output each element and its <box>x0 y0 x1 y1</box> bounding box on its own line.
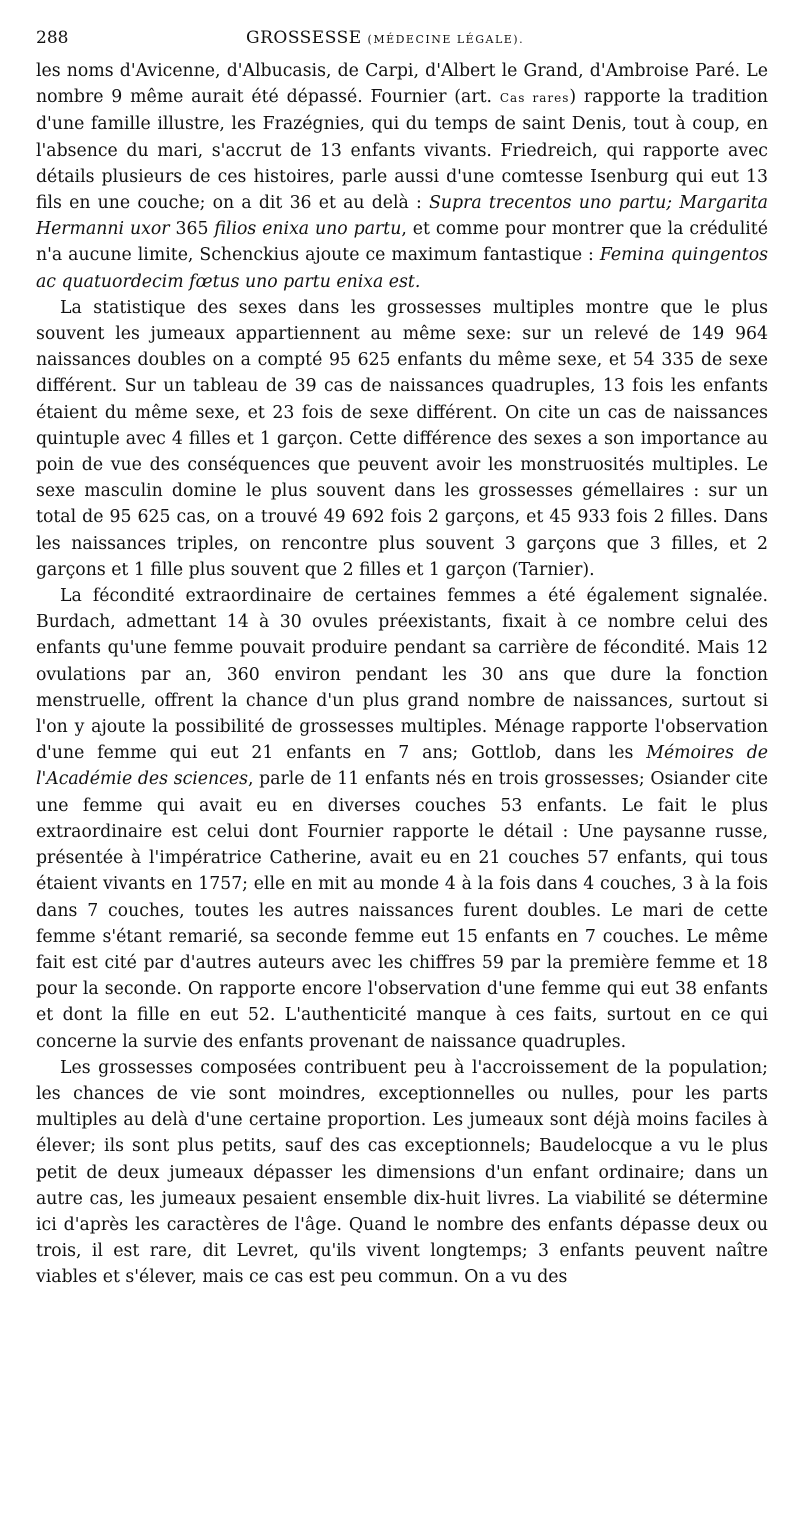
body-text <box>36 58 768 1291</box>
page-number: 288 <box>36 28 69 48</box>
italic-run: filios enixa uno partu <box>214 219 402 240</box>
paragraph-3 <box>36 583 768 1055</box>
text-run: , parle de 11 enfants nés en trois grossesses; Osiander cite une femme qui avait eu en diverses couches 53 enfants. Le fait le plus extraordinaire est celui dont Fournier rapporte le détail : Une paysanne russe, présentée à l'impératrice Catherine, avait eu en 21 couches 57 enfants, qui tous étaient vivants en 1757; elle en mit au monde 4 à la fois dans 4 couches, 3 à la fois dans 7 couches, toutes les autres naissances furent doubles. Le mari de cette femme s'étant remarié, sa seconde femme eut 15 enfants en 7 couches. Le même fait est cité par d'autres auteurs avec les chiffres 59 par la première femme et 18 pour la seconde. On rapporte encore l'observation d'une femme qui eut 38 enfants et dont la fille en eut 52. L'authenticité manque à ces faits, surtout en ce qui concerne la survie des enfants provenant de naissance quadruples. <box>36 769 768 1052</box>
italic-run: Supra trecentos uno partu; Margarita Hermanni uxor <box>36 193 768 240</box>
running-header <box>36 28 768 54</box>
italic-run: Mémoires de l'Académie des sciences <box>36 743 768 790</box>
small-caps-run: Cas rares <box>499 91 570 106</box>
text-run: 365 <box>169 219 215 240</box>
text-run: ) rapporte la tradition d'une famille illustre, les Frazégnies, qui du temps de saint Denis, tout à coup, en l'absence du mari, s'accrut de 13 enfants vivants. Friedreich, qui rapporte avec détails plusieurs de ces histoires, parle aussi d'une comtesse Isenburg qui eut 13 fils en une couche; on a dit 36 et au delà : <box>36 87 768 214</box>
text-run: , et comme pour montrer que la crédulité n'a aucune limite, Schenckius ajoute ce maximum fantastique : <box>36 219 768 266</box>
running-title <box>246 28 524 48</box>
text-run: La fécondité extraordinaire de certaines femmes a été également signalée. Burdach, admettant 14 à 30 ovules préexistants, fixait à ce nombre celui des enfants qu'une femme pouvait produire pendant sa carrière de fécondité. Mais 12 ovulations par an, 360 environ pendant les 30 ans que dure la fonction menstruelle, offrent la chance d'un plus grand nombre de naissances, surtout si l'on y ajoute la possibilité de grossesses multiples. Ménage rapporte l'observation d'une femme qui eut 21 enfants en 7 ans; Gottlob, dans les <box>36 586 768 764</box>
header-subtitle: (MÉDECINE LÉGALE). <box>367 33 525 46</box>
italic-run: Femina quingentos ac quatuordecim fœtus uno partu enixa est. <box>36 245 768 292</box>
header-title: GROSSESSE <box>246 28 362 48</box>
paragraph-4: Les grossesses composées contribuent peu à l'accroissement de la population; les chances de vie sont moindres, exceptionnelles ou nulles, pour les parts multiples au delà d'une certaine proportion. Les jumeaux sont déjà moins faciles à élever; ils sont plus petits, sauf des cas exceptionnels; Baudelocque a vu le plus petit de deux jumeaux dépasser les dimensions d'un enfant ordinaire; dans un autre cas, les jumeaux pesaient ensemble dix-huit livres. La viabilité se détermine ici d'après les caractères de l'âge. Quand le nombre des enfants dépasse deux ou trois, il est rare, dit Levret, qu'ils vivent longtemps; 3 enfants peuvent naître viables et s'élever, mais ce cas est peu commun. On a vu des <box>36 1057 768 1288</box>
paragraph-2: La statistique des sexes dans les grossesses multiples montre que le plus souvent les jumeaux appartiennent au même sexe: sur un relevé de 149 964 naissances doubles on a compté 95 625 enfants du même sexe, et 54 335 de sexe différent. Sur un tableau de 39 cas de naissances quadruples, 13 fois les enfants étaient du même sexe, et 23 fois de sexe différent. On cite un cas de naissances quintuple avec 4 filles et 1 garçon. Cette différence des sexes a son importance au poin de vue des conséquences que peuvent avoir les monstruosités multiples. Le sexe masculin domine le plus souvent dans les grossesses gémellaires : sur un total de 95 625 cas, on a trouvé 49 692 fois 2 garçons, et 45 933 fois 2 filles. Dans les naissances triples, on rencontre plus souvent 3 garçons que 3 filles, et 2 garçons et 1 fille plus souvent que 2 filles et 1 garçon (Tarnier). <box>36 297 768 580</box>
paragraph-1 <box>36 58 768 295</box>
text-run: les noms d'Avicenne, d'Albucasis, de Carpi, d'Albert le Grand, d'Ambroise Paré. Le nombre 9 même aurait été dépassé. Fournier (art. <box>36 61 768 108</box>
